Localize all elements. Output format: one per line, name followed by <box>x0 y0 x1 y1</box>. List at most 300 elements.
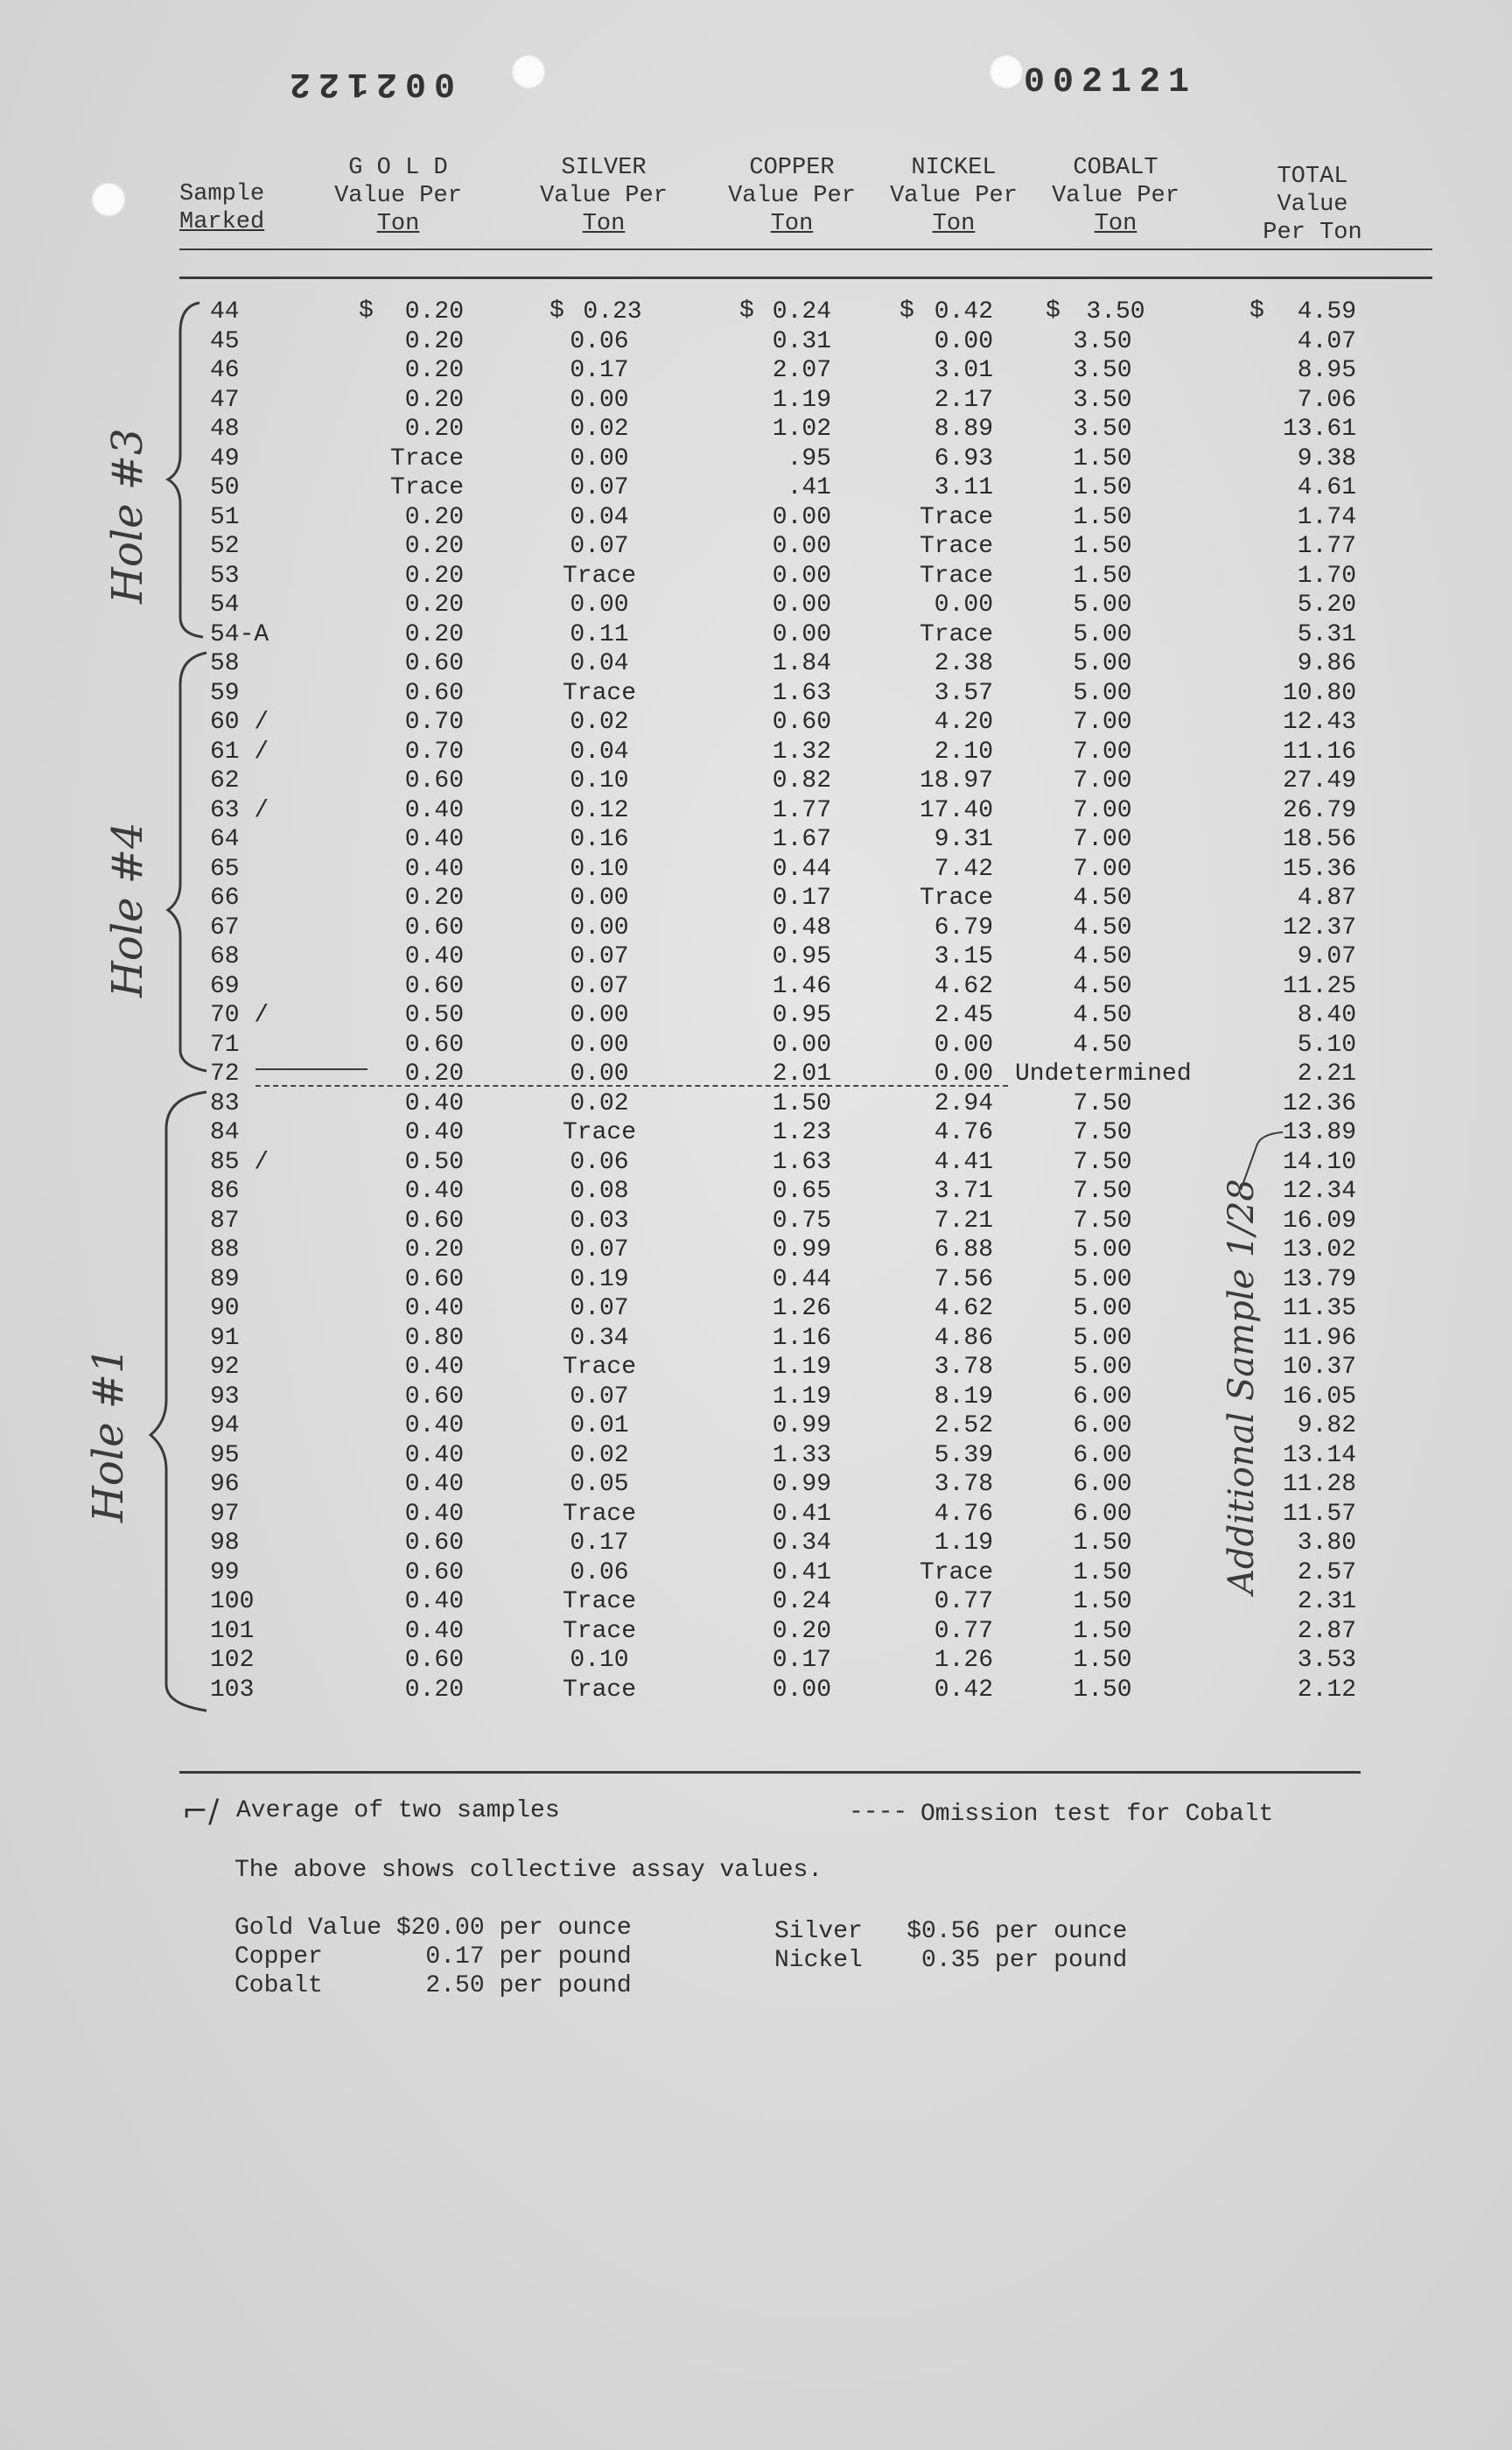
handwritten-additional-sample: Additional Sample 1/28 <box>1222 1179 1262 1594</box>
cell-cobalt: 3.50 <box>1073 386 1132 414</box>
cell-cobalt: 7.50 <box>1073 1178 1132 1205</box>
cell-silver: 0.16 <box>570 826 629 853</box>
header-nickel-l2: Value Per <box>890 183 1018 209</box>
cell-sample: 93 <box>210 1382 240 1410</box>
cell-total: 12.37 <box>1282 914 1356 942</box>
cell-sample: 48 <box>210 416 240 443</box>
cell-silver: 0.02 <box>570 1089 629 1117</box>
cell-cobalt: 7.00 <box>1073 767 1132 794</box>
header-nickel-l3: Ton <box>932 211 976 237</box>
cell-cobalt: 4.50 <box>1073 885 1132 912</box>
cell-total: 13.79 <box>1282 1265 1356 1293</box>
cell-nickel: 2.94 <box>934 1089 993 1117</box>
cell-nickel: 4.62 <box>934 972 993 1000</box>
cell-total: 15.36 <box>1282 855 1356 883</box>
cell-nickel: 3.78 <box>934 1471 993 1498</box>
cell-copper: 0.00 <box>772 533 831 560</box>
cell-nickel: 0.42 <box>934 1676 993 1704</box>
cell-nickel: 4.41 <box>934 1148 993 1176</box>
cell-total: 9.38 <box>1297 444 1356 472</box>
cell-copper: 0.00 <box>772 592 831 619</box>
bracket-hole-4 <box>168 653 206 1071</box>
price-cobalt: Cobalt 2.50 per pound <box>234 1972 632 1999</box>
cell-gold: 0.20 <box>404 386 464 414</box>
cell-total: 13.02 <box>1282 1236 1356 1264</box>
cell-copper: 1.77 <box>772 796 831 824</box>
cell-copper: 1.33 <box>772 1441 831 1469</box>
cell-cobalt: 7.00 <box>1073 826 1132 853</box>
cell-copper: 1.26 <box>772 1295 831 1322</box>
cell-nickel: 4.62 <box>934 1295 993 1322</box>
cell-silver: 0.08 <box>570 1178 629 1205</box>
cell-silver: 0.07 <box>570 1382 629 1410</box>
cell-cobalt: 3.50 <box>1073 357 1132 384</box>
header-gold-l3: Ton <box>376 211 420 237</box>
cell-cobalt: 1.50 <box>1073 1647 1132 1674</box>
cell-cobalt: 6.00 <box>1073 1441 1132 1469</box>
cell-silver: Trace <box>562 1119 636 1146</box>
cell-copper: 1.50 <box>772 1089 831 1117</box>
cell-silver: Trace <box>562 562 636 590</box>
cell-copper: 0.48 <box>772 914 831 942</box>
cell-silver: 0.00 <box>570 1031 629 1059</box>
cell-total: 27.49 <box>1282 767 1356 794</box>
cell-silver: 0.06 <box>570 1148 629 1176</box>
cell-total: 11.96 <box>1282 1324 1356 1352</box>
cell-copper: 0.41 <box>772 1500 831 1528</box>
cell-copper: 0.00 <box>772 1676 831 1704</box>
header-silver-l2: Value Per <box>540 183 668 209</box>
cell-silver: 0.17 <box>570 357 629 384</box>
bracket-hole-3 <box>168 303 203 637</box>
cell-copper: 0.00 <box>772 503 831 531</box>
cell-gold: 0.20 <box>404 885 464 912</box>
cell-silver: 0.02 <box>570 416 629 443</box>
cell-silver: 0.23 <box>583 298 642 326</box>
cell-copper: 0.20 <box>772 1617 831 1645</box>
cell-silver: 0.00 <box>570 1002 629 1029</box>
cell-total: 2.21 <box>1297 1060 1356 1088</box>
cell-gold: 0.80 <box>404 1324 464 1352</box>
cell-copper: 0.95 <box>772 943 831 970</box>
cell-nickel: 0.42 <box>934 298 993 326</box>
cell-total: 11.57 <box>1282 1500 1356 1528</box>
cell-sample: 51 <box>210 503 240 531</box>
cell-silver: 0.07 <box>570 1295 629 1322</box>
cell-silver: 0.02 <box>570 709 629 736</box>
cell-cobalt: 1.50 <box>1073 474 1132 501</box>
cell-gold: 0.40 <box>404 1354 464 1381</box>
cell-sample: 86 <box>210 1178 240 1205</box>
cell-sample: 45 <box>210 327 240 355</box>
cell-copper: 1.19 <box>772 1382 831 1410</box>
cell-cobalt: 3.50 <box>1073 327 1132 355</box>
cell-silver: 0.12 <box>570 796 629 824</box>
cell-cobalt: 1.50 <box>1073 1530 1132 1557</box>
cell-total: 12.36 <box>1282 1089 1356 1117</box>
cell-cobalt: 5.00 <box>1073 679 1132 707</box>
price-copper: Copper 0.17 per pound <box>234 1943 632 1970</box>
cell-cobalt: 1.50 <box>1073 1617 1132 1645</box>
cell-total: 11.28 <box>1282 1471 1356 1498</box>
bracket-hole-1 <box>150 1092 206 1711</box>
cell-gold: 0.40 <box>404 855 464 883</box>
cell-cobalt: 7.00 <box>1073 796 1132 824</box>
cell-sample: 62 <box>210 767 240 794</box>
cell-copper: 0.34 <box>772 1530 831 1557</box>
cell-sample: 96 <box>210 1471 240 1498</box>
cell-total: 7.06 <box>1297 386 1356 414</box>
cell-total: 3.80 <box>1297 1530 1356 1557</box>
cell-gold: 0.50 <box>404 1148 464 1176</box>
cell-gold: 0.70 <box>404 738 464 766</box>
header-total-l1: TOTAL <box>1277 164 1348 190</box>
cell-total: 11.16 <box>1282 738 1356 766</box>
cell-total: 16.05 <box>1282 1382 1356 1410</box>
cell-copper: 1.16 <box>772 1324 831 1352</box>
cell-gold: 0.70 <box>404 709 464 736</box>
cell-sample: 54 <box>210 592 240 619</box>
cell-gold: 0.20 <box>404 298 464 326</box>
cell-nickel: 3.57 <box>934 679 993 707</box>
cell-cobalt: 7.00 <box>1073 709 1132 736</box>
cell-copper: 0.60 <box>772 709 831 736</box>
cell-copper: 2.01 <box>772 1060 831 1088</box>
cell-gold: 0.60 <box>404 767 464 794</box>
cell-sample: 60 / <box>210 709 270 736</box>
header-cobalt-l3: Ton <box>1094 211 1138 237</box>
cell-nickel: Trace <box>919 1558 993 1586</box>
header-copper-l2: Value Per <box>728 183 856 209</box>
cell-silver: 0.04 <box>570 738 629 766</box>
cell-nickel: 7.56 <box>934 1265 993 1293</box>
cell-gold: Trace <box>389 474 464 501</box>
cell-copper: 0.00 <box>772 620 831 648</box>
cell-copper: 0.99 <box>772 1471 831 1498</box>
cell-cobalt: 1.50 <box>1073 1676 1132 1704</box>
cell-total: 9.07 <box>1297 943 1356 970</box>
cell-gold: 0.60 <box>404 1207 464 1235</box>
cell-nickel: 2.10 <box>934 738 993 766</box>
cell-cobalt: 7.00 <box>1073 855 1132 883</box>
cell-nickel: 3.78 <box>934 1354 993 1381</box>
cell-cobalt: 7.50 <box>1073 1089 1132 1117</box>
cell-total: 4.87 <box>1297 885 1356 912</box>
cell-sample: 72 <box>210 1060 240 1088</box>
cell-sample: 101 <box>210 1617 255 1645</box>
cell-copper: 1.23 <box>772 1119 831 1146</box>
cell-cobalt: 3.50 <box>1086 298 1145 326</box>
cell-silver: 0.00 <box>570 386 629 414</box>
cell-gold: 0.60 <box>404 1265 464 1293</box>
cell-gold: 0.60 <box>404 679 464 707</box>
cell-silver: 0.19 <box>570 1265 629 1293</box>
cell-sample: 66 <box>210 885 240 912</box>
cell-nickel: 8.89 <box>934 416 993 443</box>
cell-silver: 0.02 <box>570 1441 629 1469</box>
cell-nickel: Trace <box>919 885 993 912</box>
cell-sample: 49 <box>210 444 240 472</box>
cell-gold: 0.20 <box>404 327 464 355</box>
cell-gold: 0.20 <box>404 562 464 590</box>
cell-nickel: 3.71 <box>934 1178 993 1205</box>
cell-silver: Trace <box>562 1354 636 1381</box>
cell-gold: Trace <box>389 444 464 472</box>
cell-silver: 0.07 <box>570 1236 629 1264</box>
cell-sample: 91 <box>210 1324 240 1352</box>
cell-nickel: 0.00 <box>934 1031 993 1059</box>
cell-copper: 1.19 <box>772 1354 831 1381</box>
cell-gold: 0.40 <box>404 1089 464 1117</box>
cell-copper: 0.99 <box>772 1412 831 1439</box>
header-silver-l1: SILVER <box>561 155 647 181</box>
cell-gold: 0.40 <box>404 1471 464 1498</box>
cell-nickel: 7.21 <box>934 1207 993 1235</box>
cell-sample: 67 <box>210 914 240 942</box>
dollar-sign-total: $ <box>1250 298 1264 325</box>
cell-cobalt: 5.00 <box>1073 1265 1132 1293</box>
header-total-l2: Value <box>1277 192 1348 218</box>
cell-silver: 0.04 <box>570 503 629 531</box>
cell-total: 2.87 <box>1297 1617 1356 1645</box>
cell-sample: 63 / <box>210 796 270 824</box>
cell-cobalt: 4.50 <box>1073 1031 1132 1059</box>
cell-silver: 0.11 <box>570 620 629 648</box>
cell-nickel: 0.00 <box>934 327 993 355</box>
cell-cobalt: 1.50 <box>1073 1588 1132 1615</box>
cell-nickel: 0.00 <box>934 592 993 619</box>
cell-cobalt: 5.00 <box>1073 1354 1132 1381</box>
cell-silver: 0.07 <box>570 533 629 560</box>
cell-sample: 61 / <box>210 738 270 766</box>
cell-total: 2.12 <box>1297 1676 1356 1704</box>
cell-cobalt: 6.00 <box>1073 1382 1132 1410</box>
handwritten-hole-1: Hole #1 <box>84 1347 133 1522</box>
cell-total: 5.10 <box>1297 1031 1356 1059</box>
cell-sample: 71 <box>210 1031 240 1059</box>
cell-silver: 0.00 <box>570 444 629 472</box>
cell-cobalt: 5.00 <box>1073 1324 1132 1352</box>
header-silver-l3: Ton <box>582 211 626 237</box>
cell-gold: 0.40 <box>404 1588 464 1615</box>
price-silver: Silver $0.56 per ounce <box>774 1918 1128 1945</box>
cell-gold: 0.20 <box>404 592 464 619</box>
cell-sample: 103 <box>210 1676 255 1704</box>
cell-gold: 0.60 <box>404 1382 464 1410</box>
cell-nickel: 3.15 <box>934 943 993 970</box>
cell-sample: 65 <box>210 855 240 883</box>
cell-copper: 0.75 <box>772 1207 831 1235</box>
cell-total: 13.89 <box>1282 1119 1356 1146</box>
cell-gold: 0.40 <box>404 1119 464 1146</box>
cell-sample: 94 <box>210 1412 240 1439</box>
cell-gold: 0.60 <box>404 1558 464 1586</box>
cell-silver: 0.05 <box>570 1471 629 1498</box>
cell-silver: 0.06 <box>570 327 629 355</box>
cell-total: 8.40 <box>1297 1002 1356 1029</box>
cell-gold: 0.60 <box>404 972 464 1000</box>
cell-total: 4.61 <box>1297 474 1356 501</box>
cell-silver: 0.17 <box>570 1530 629 1557</box>
cell-sample: 59 <box>210 679 240 707</box>
cell-nickel: 17.40 <box>919 796 993 824</box>
cell-cobalt: 6.00 <box>1073 1471 1132 1498</box>
cell-cobalt: 1.50 <box>1073 562 1132 590</box>
cell-gold: 0.40 <box>404 796 464 824</box>
check-mark-symbol: ⌐/ <box>182 1794 220 1830</box>
cell-nickel: 0.00 <box>934 1060 993 1088</box>
header-cobalt-l2: Value Per <box>1052 183 1180 209</box>
cell-total: 3.53 <box>1297 1647 1356 1674</box>
cell-total: 18.56 <box>1282 826 1356 853</box>
cell-sample: 50 <box>210 474 240 501</box>
cell-copper: 0.41 <box>772 1558 831 1586</box>
cell-copper: 1.63 <box>772 1148 831 1176</box>
cell-cobalt: 4.50 <box>1073 972 1132 1000</box>
cell-sample: 97 <box>210 1500 240 1528</box>
cell-gold: 0.60 <box>404 1647 464 1674</box>
cell-nickel: 5.39 <box>934 1441 993 1469</box>
cell-copper: 0.17 <box>772 885 831 912</box>
cell-nickel: 4.86 <box>934 1324 993 1352</box>
cell-nickel: 2.17 <box>934 386 993 414</box>
cell-copper: 0.82 <box>772 767 831 794</box>
cell-cobalt: 5.00 <box>1073 1295 1132 1322</box>
cell-copper: 1.19 <box>772 386 831 414</box>
cell-total: 26.79 <box>1282 796 1356 824</box>
cell-silver: 0.03 <box>570 1207 629 1235</box>
collective-note: The above shows collective assay values. <box>234 1857 823 1884</box>
cell-copper: 0.44 <box>772 1265 831 1293</box>
cell-nickel: 6.88 <box>934 1236 993 1264</box>
cell-total: 2.31 <box>1297 1588 1356 1615</box>
cell-cobalt: Undetermined <box>1015 1060 1192 1088</box>
cell-gold: 0.60 <box>404 650 464 677</box>
cell-silver: 0.06 <box>570 1558 629 1586</box>
cell-cobalt: 1.50 <box>1073 444 1132 472</box>
cell-nickel: 1.19 <box>934 1530 993 1557</box>
cell-gold: 0.20 <box>404 357 464 384</box>
cell-cobalt: 5.00 <box>1073 1236 1132 1264</box>
cell-copper: 0.31 <box>772 327 831 355</box>
cell-total: 9.82 <box>1297 1412 1356 1439</box>
cell-silver: Trace <box>562 679 636 707</box>
cell-gold: 0.20 <box>404 533 464 560</box>
cell-cobalt: 7.50 <box>1073 1119 1132 1146</box>
cell-sample: 64 <box>210 826 240 853</box>
cell-nickel: Trace <box>919 503 993 531</box>
cell-total: 13.14 <box>1282 1441 1356 1469</box>
cell-nickel: Trace <box>919 562 993 590</box>
cell-nickel: 2.52 <box>934 1412 993 1439</box>
cell-copper: 1.02 <box>772 416 831 443</box>
cell-silver: Trace <box>562 1676 636 1704</box>
cell-sample: 95 <box>210 1441 240 1469</box>
cell-gold: 0.40 <box>404 1295 464 1322</box>
cell-sample: 92 <box>210 1354 240 1381</box>
cell-total: 5.20 <box>1297 592 1356 619</box>
cell-gold: 0.40 <box>404 1500 464 1528</box>
legend-omission: Omission test for Cobalt <box>920 1801 1274 1828</box>
cell-sample: 102 <box>210 1647 255 1674</box>
header-copper-l1: COPPER <box>749 155 835 181</box>
cell-copper: 1.63 <box>772 679 831 707</box>
cell-sample: 99 <box>210 1558 240 1586</box>
header-sample-l2: Marked <box>179 209 265 235</box>
cell-total: 16.09 <box>1282 1207 1356 1235</box>
cell-silver: 0.10 <box>570 1647 629 1674</box>
cell-silver: 0.01 <box>570 1412 629 1439</box>
page-number-stamp: 002121 <box>1024 63 1198 102</box>
price-gold: Gold Value $20.00 per ounce <box>234 1914 632 1942</box>
header-total-l3: Per Ton <box>1263 220 1362 246</box>
header-cobalt-l1: COBALT <box>1073 155 1158 181</box>
cell-gold: 0.60 <box>404 914 464 942</box>
cell-nickel: 4.20 <box>934 709 993 736</box>
cell-silver: 0.00 <box>570 1060 629 1088</box>
cell-gold: 0.40 <box>404 1178 464 1205</box>
cell-nickel: 0.77 <box>934 1588 993 1615</box>
cell-gold: 0.20 <box>404 503 464 531</box>
legend-dash-symbol: ---- <box>849 1799 908 1826</box>
cell-silver: Trace <box>562 1588 636 1615</box>
cell-copper: 2.07 <box>772 357 831 384</box>
cell-nickel: 8.19 <box>934 1382 993 1410</box>
cell-nickel: 4.76 <box>934 1500 993 1528</box>
cell-copper: 1.67 <box>772 826 831 853</box>
cell-silver: 0.04 <box>570 650 629 677</box>
cell-gold: 0.20 <box>404 1060 464 1088</box>
cell-nickel: 4.76 <box>934 1119 993 1146</box>
cell-total: 10.80 <box>1282 679 1356 707</box>
cell-silver: 0.07 <box>570 972 629 1000</box>
cell-silver: 0.00 <box>570 885 629 912</box>
cell-sample: 46 <box>210 357 240 384</box>
cell-total: 1.74 <box>1297 503 1356 531</box>
header-nickel-l1: NICKEL <box>911 155 997 181</box>
header-sample-l1: Sample <box>179 181 265 207</box>
handwritten-hole-4: Hole #4 <box>103 822 152 998</box>
cell-sample: 53 <box>210 562 240 590</box>
cell-gold: 0.40 <box>404 1441 464 1469</box>
cell-copper: 0.65 <box>772 1178 831 1205</box>
cell-cobalt: 5.00 <box>1073 620 1132 648</box>
cell-copper: 0.24 <box>772 298 831 326</box>
cell-nickel: 3.11 <box>934 474 993 501</box>
cell-nickel: 3.01 <box>934 357 993 384</box>
cell-silver: 0.07 <box>570 474 629 501</box>
legend-average: Average of two samples <box>236 1797 560 1824</box>
cell-total: 1.77 <box>1297 533 1356 560</box>
price-nickel: Nickel 0.35 per pound <box>774 1947 1128 1974</box>
cell-total: 14.10 <box>1282 1148 1356 1176</box>
cell-total: 4.59 <box>1297 298 1356 326</box>
cell-sample: 83 <box>210 1089 240 1117</box>
cell-nickel: 18.97 <box>919 767 993 794</box>
cell-sample: 90 <box>210 1295 240 1322</box>
cell-nickel: 7.42 <box>934 855 993 883</box>
cell-nickel: Trace <box>919 533 993 560</box>
cell-sample: 44 <box>210 298 240 326</box>
cell-nickel: 0.77 <box>934 1617 993 1645</box>
cell-total: 2.57 <box>1297 1558 1356 1586</box>
cell-sample: 85 / <box>210 1148 270 1176</box>
cell-total: 12.34 <box>1282 1178 1356 1205</box>
cell-sample: 52 <box>210 533 240 560</box>
header-copper-l3: Ton <box>770 211 814 237</box>
cell-total: 9.86 <box>1297 650 1356 677</box>
cell-cobalt: 7.50 <box>1073 1207 1132 1235</box>
